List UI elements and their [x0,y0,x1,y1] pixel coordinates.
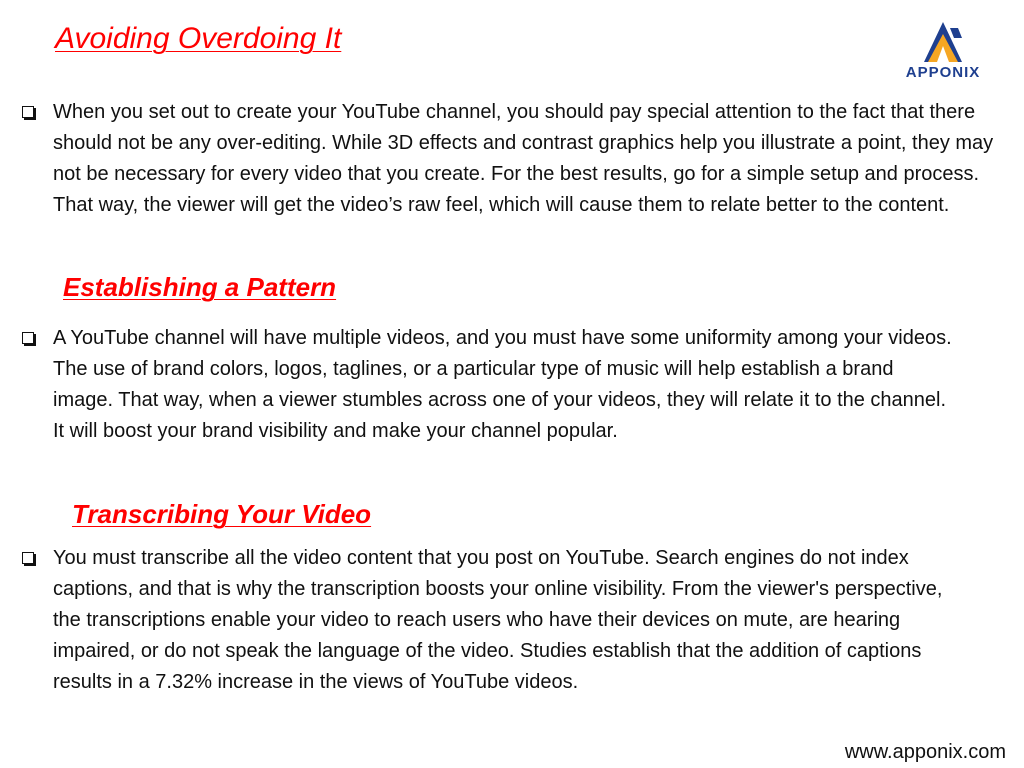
checkbox-bullet-icon [22,552,34,564]
apponix-logo-icon [888,20,998,64]
paragraph-text: You must transcribe all the video content that you post on YouTube. Search engines do not index captions, and that is why the transcription boosts your online visibility. From the viewer's perspective, the transcriptions enable your video to reach users who have their devices on mute, are hearing impaired, or do not speak the language of the video. Studies establish that the addition of captions results in a 7.32% increase in the views of YouTube videos. [53,547,943,693]
footer-website-url: www.apponix.com [844,741,1006,763]
bullet-paragraph [22,543,959,698]
apponix-logo-text: APPONIX [905,64,981,81]
checkbox-bullet-icon [22,106,34,118]
heading-establishing-a-pattern: Establishing a Pattern [63,272,337,302]
bullet-paragraph [22,97,1010,221]
paragraph-text: When you set out to create your YouTube channel, you should pay special attention to the fact that there should not be any over-editing. While 3D effects and contrast graphics help you illustrate a point, they may not be necessary for every video that you create. For the best results, go for a simple setup and process. That way, the viewer will get the video’s raw feel, which will cause them to relate better to the content. [53,101,994,216]
apponix-logo [888,20,998,82]
heading-transcribing-your-video: Transcribing Your Video [72,499,372,529]
paragraph-text: A YouTube channel will have multiple videos, and you must have some uniformity among your videos. The use of brand colors, logos, taglines, or a particular type of music will help establish a brand image. That way, when a viewer stumbles across one of your videos, they will relate it to the channel. It will boost your brand visibility and make your channel popular. [53,327,952,442]
bullet-paragraph [22,323,954,447]
heading-avoiding-overdoing-it: Avoiding Overdoing It [55,22,342,55]
checkbox-bullet-icon [22,332,34,344]
